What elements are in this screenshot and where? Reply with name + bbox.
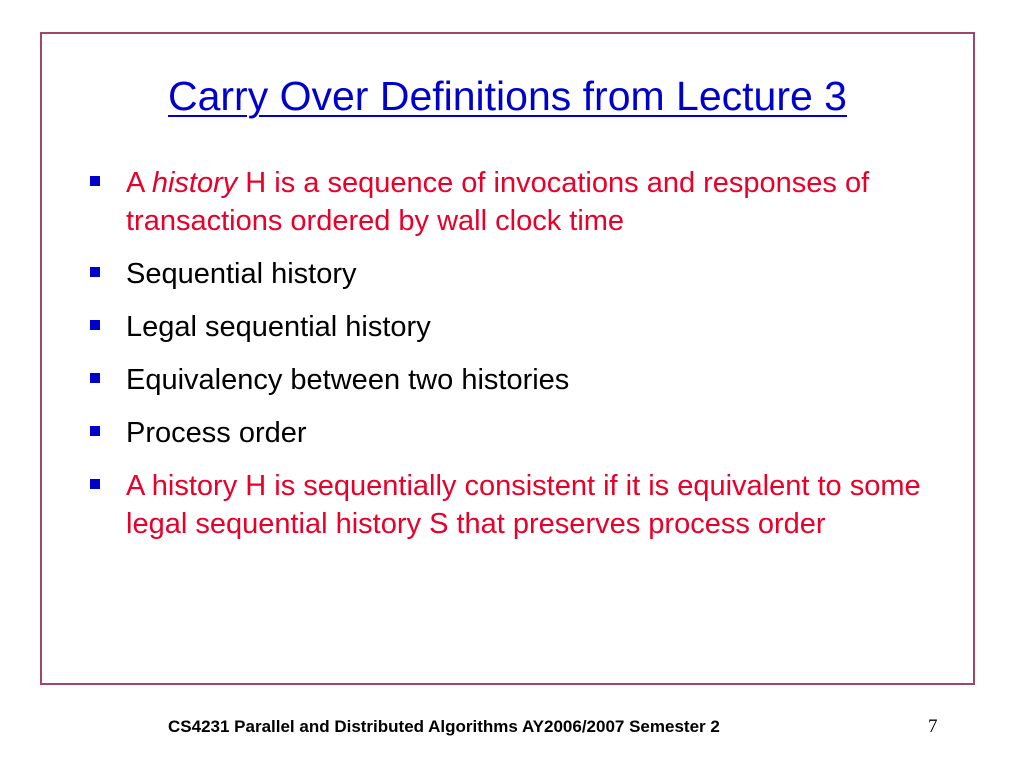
bullet-text-part: A history H is sequentially consistent if it is equivalent to some legal sequential history S that preserves process order xyxy=(126,470,921,540)
bullet-text-part: A xyxy=(126,167,152,199)
bullet-item xyxy=(88,414,948,452)
square-bullet-icon xyxy=(90,176,100,186)
emphasized-term: history xyxy=(151,167,238,199)
bullet-text-part: Equivalency between two histories xyxy=(126,364,570,396)
bullet-text xyxy=(126,364,569,396)
bullet-text xyxy=(126,311,431,343)
bullet-text xyxy=(126,258,357,290)
bullet-item xyxy=(88,255,948,293)
bullet-text xyxy=(126,417,307,449)
bullet-list xyxy=(88,164,948,558)
bullet-text xyxy=(126,167,869,237)
page-number: 7 xyxy=(928,716,938,737)
bullet-item xyxy=(88,308,948,346)
square-bullet-icon xyxy=(90,426,100,436)
bullet-item xyxy=(88,467,948,543)
slide-title: Carry Over Definitions from Lecture 3 xyxy=(167,73,847,119)
bullet-text-part: H is a sequence of invocations and responses of transactions ordered by wall clock time xyxy=(126,167,870,237)
square-bullet-icon xyxy=(90,373,100,383)
slide-footer: CS4231 Parallel and Distributed Algorithms AY2006/2007 Semester 2 xyxy=(168,717,720,736)
bullet-text-part: Legal sequential history xyxy=(126,311,431,343)
bullet-text-part: Sequential history xyxy=(126,258,357,290)
bullet-item xyxy=(88,361,948,399)
square-bullet-icon xyxy=(90,479,100,489)
square-bullet-icon xyxy=(90,267,100,277)
bullet-text-part: Process order xyxy=(126,417,307,449)
bullet-item xyxy=(88,164,948,240)
bullet-text xyxy=(126,470,921,540)
square-bullet-icon xyxy=(90,320,100,330)
